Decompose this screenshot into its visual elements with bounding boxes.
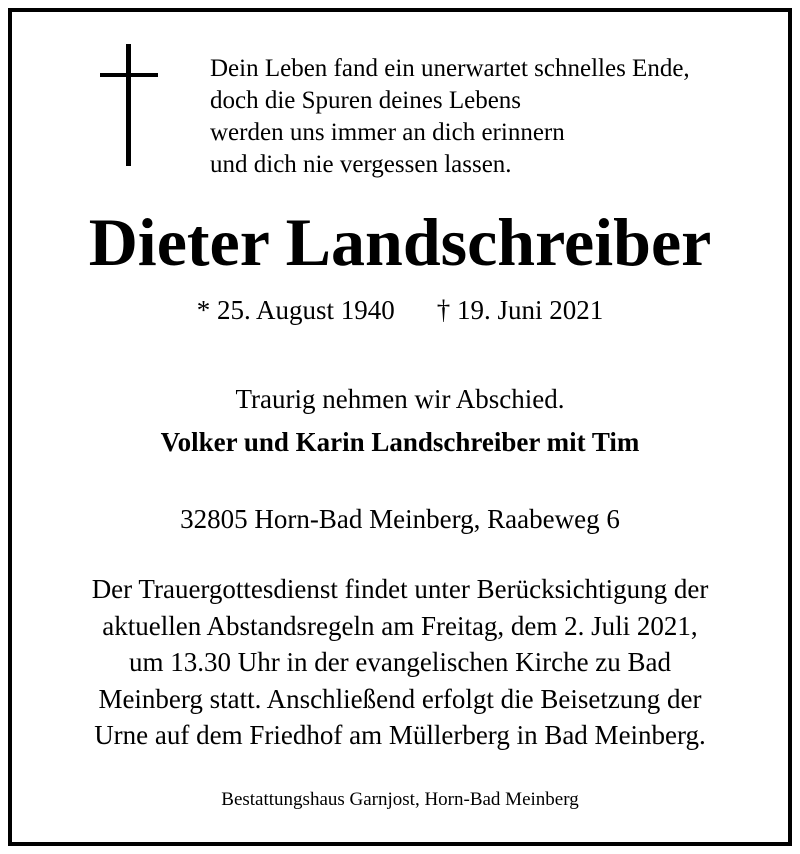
service-line-2: aktuellen Abstandsregeln am Freitag, dem 2. Juli 2021,: [102, 610, 698, 641]
family-address: 32805 Horn-Bad Meinberg, Raabeweg 6: [180, 504, 620, 534]
service-line-3: um 13.30 Uhr in der evangelischen Kirche zu Bad: [128, 647, 672, 677]
death-date: † 19. Juni 2021: [436, 295, 604, 325]
memorial-poem: [210, 53, 690, 181]
poem-line-1: Dein Leben fand ein unerwartet schnelles Ende,: [210, 55, 690, 82]
poem-line-2: doch die Spuren deines Lebens: [210, 87, 522, 114]
life-dates: [0, 290, 800, 330]
mourners-names: Volker und Karin Landschreiber mit Tim: [160, 427, 640, 457]
deceased-name: Dieter Landschreiber: [88, 204, 712, 280]
poem-line-3: werden uns immer an dich erinnern: [210, 119, 565, 146]
service-line-4: Meinberg statt. Anschließend erfolgt die Beisetzung der: [98, 683, 702, 714]
undertaker-credit: Bestattungshaus Garnjost, Horn-Bad Meinberg: [221, 789, 579, 810]
funeral-service-notice: [0, 571, 800, 754]
cross-icon: [100, 44, 158, 166]
birth-date: * 25. August 1940: [196, 295, 395, 325]
service-line-5: Urne auf dem Friedhof am Müllerberg in Bad Meinberg.: [94, 720, 706, 750]
service-line-1: Der Trauergottesdienst findet unter Berücksichtigung der: [91, 574, 709, 604]
poem-line-4: und dich nie vergessen lassen.: [210, 151, 512, 178]
farewell-text: Traurig nehmen wir Abschied.: [235, 384, 565, 414]
